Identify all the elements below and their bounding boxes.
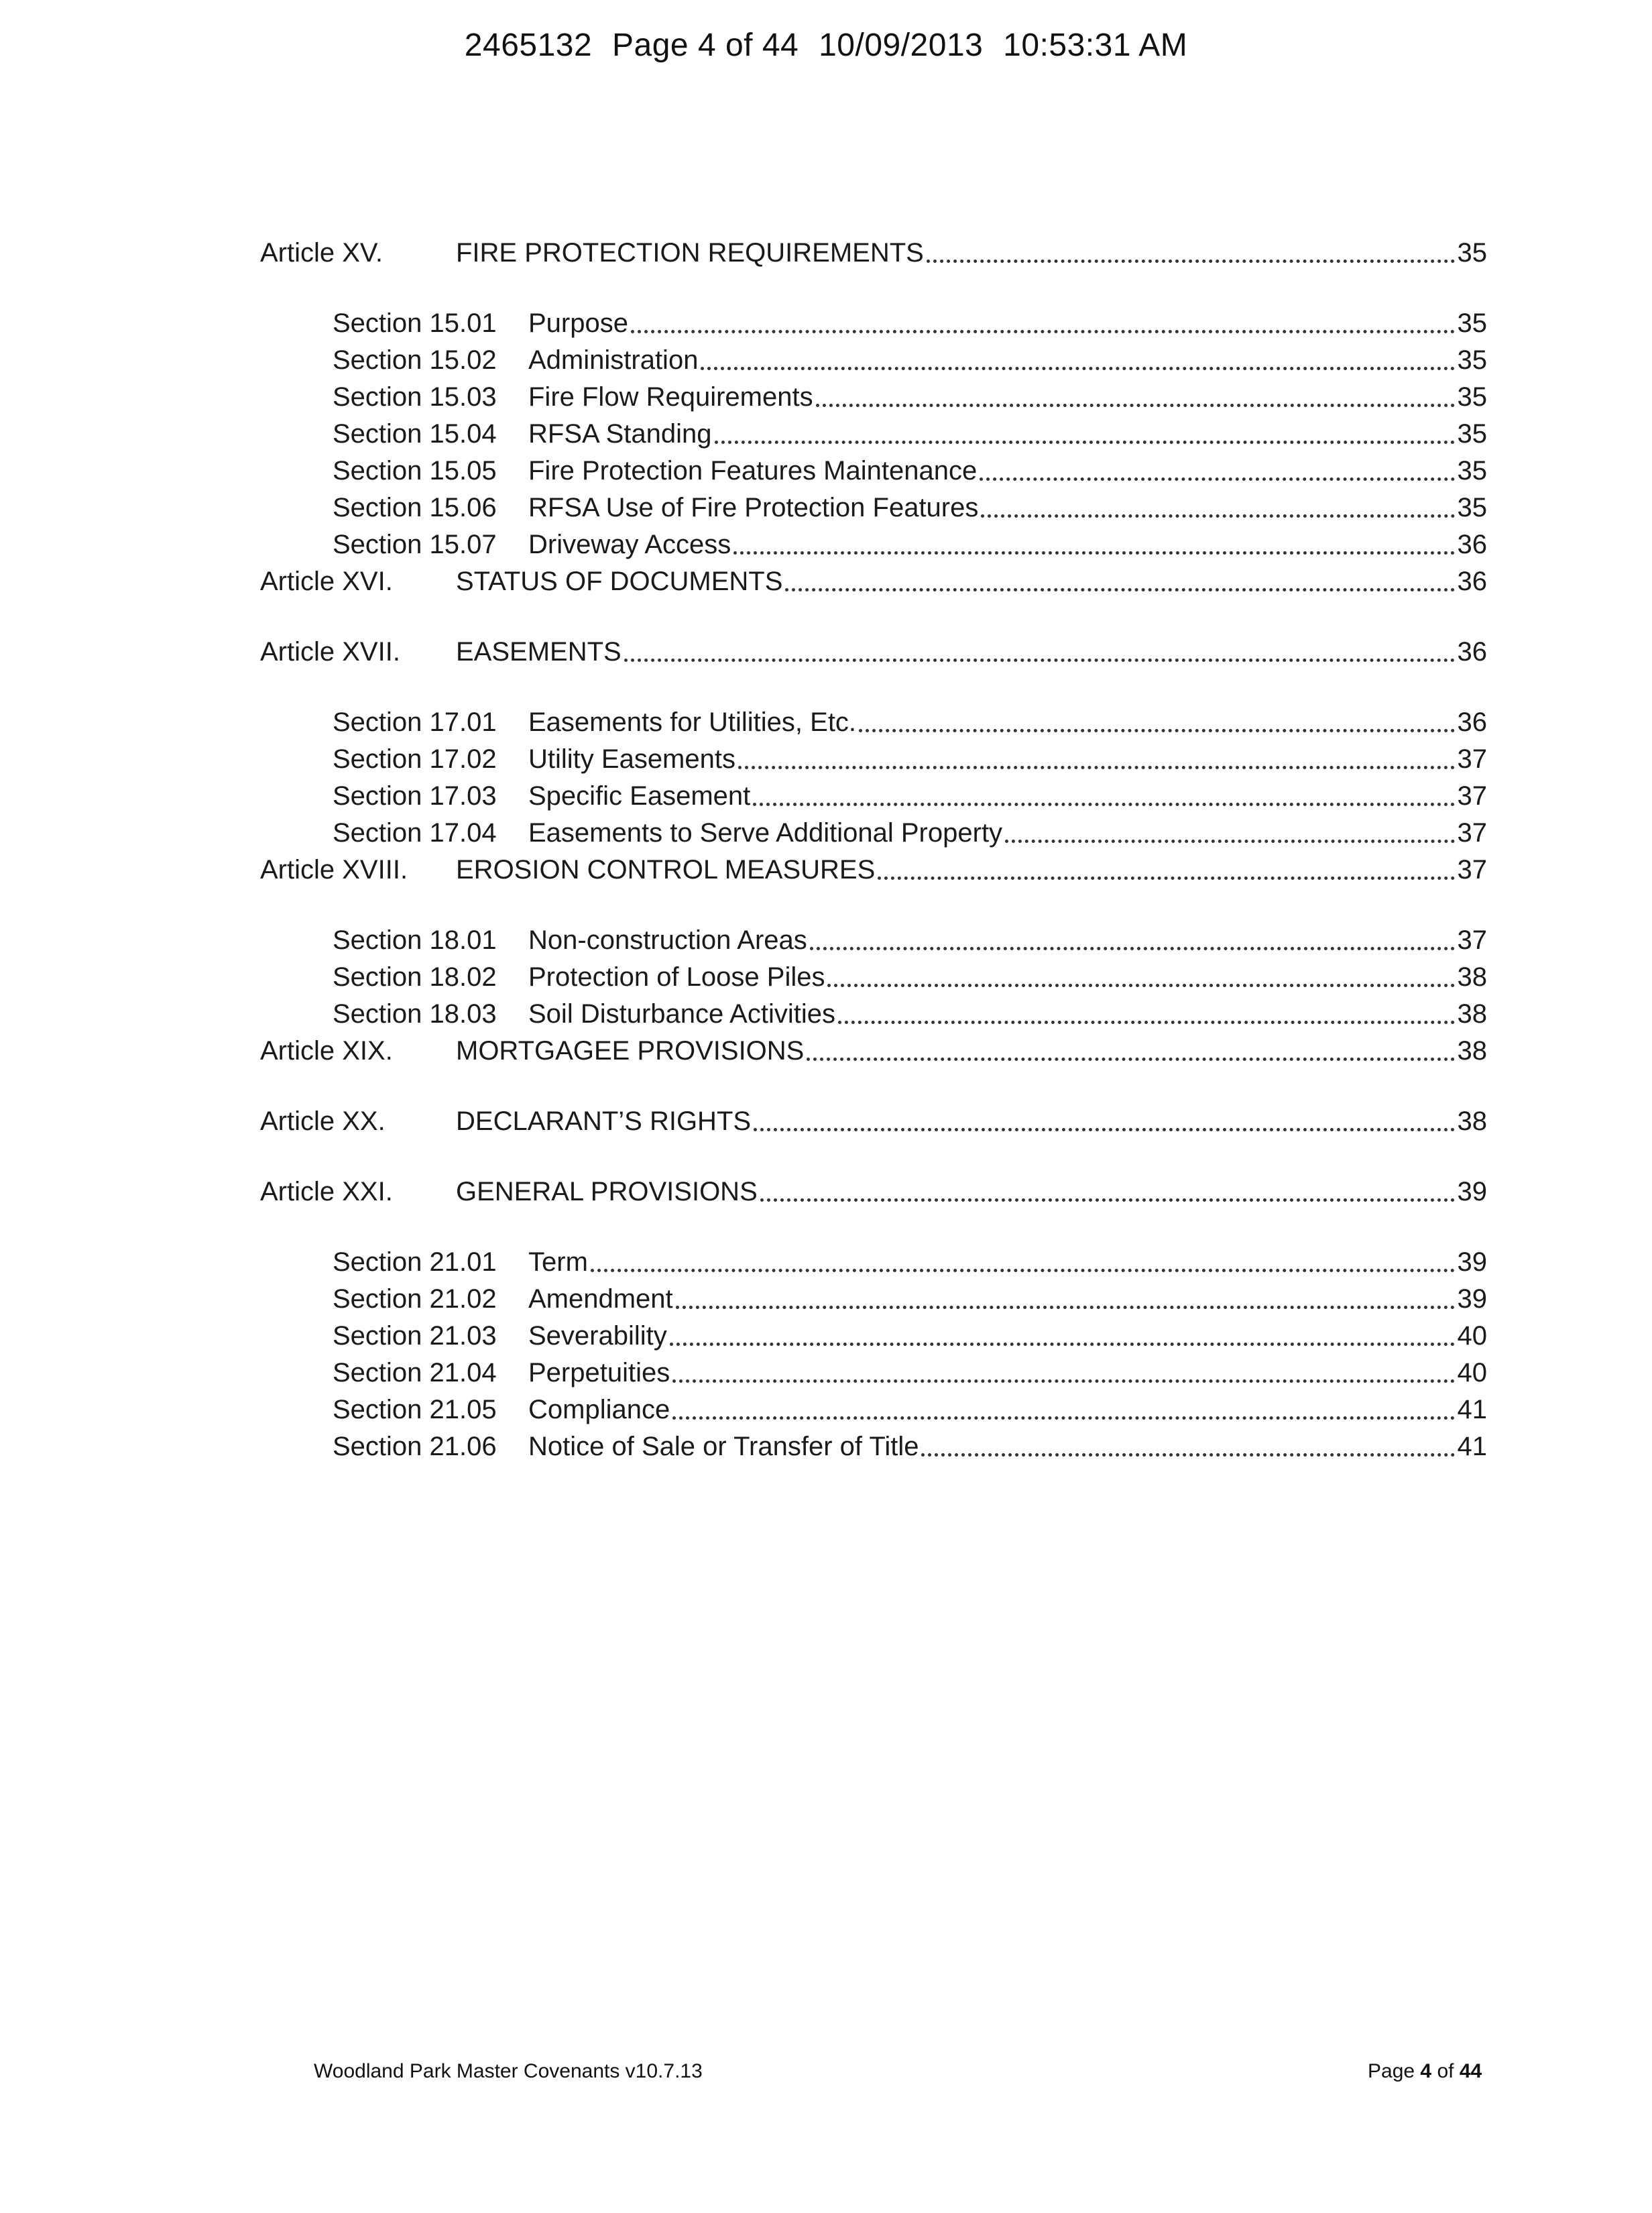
toc-entry-title: Term — [528, 1247, 588, 1277]
toc-dot-leader — [838, 1007, 1455, 1024]
toc-entry-page: 37 — [1457, 781, 1487, 811]
toc-dot-leader — [624, 645, 1455, 662]
toc-entry-page: 35 — [1457, 238, 1487, 268]
toc-entry-page: 35 — [1457, 345, 1487, 375]
toc-entry-title: Amendment — [528, 1284, 673, 1314]
toc-dot-leader — [760, 1185, 1455, 1202]
toc-article-row — [260, 1170, 1487, 1207]
toc-dot-leader — [701, 353, 1454, 370]
toc-dot-leader — [810, 933, 1455, 950]
toc-section-row — [260, 523, 1487, 560]
toc-section-row — [260, 738, 1487, 775]
toc-article-row — [260, 1029, 1487, 1066]
toc-entry-page: 37 — [1457, 855, 1487, 885]
toc-article-row — [260, 231, 1487, 268]
toc-entry-number: Article XXI. — [260, 1177, 393, 1206]
toc-entry-page: 39 — [1457, 1284, 1487, 1314]
stamp-page: Page 4 of 44 — [612, 27, 799, 63]
toc-section-row — [260, 919, 1487, 956]
toc-section-row — [260, 956, 1487, 992]
toc-entry-title: Compliance — [528, 1395, 670, 1424]
toc-entry-title: Utility Easements — [528, 744, 735, 774]
toc-dot-leader — [738, 752, 1455, 769]
toc-entry-page: 41 — [1457, 1432, 1487, 1461]
toc-entry-page: 36 — [1457, 567, 1487, 596]
toc-entry-number: Section 21.03 — [333, 1321, 497, 1351]
toc-section-row — [260, 775, 1487, 811]
toc-entry-page: 36 — [1457, 707, 1487, 737]
toc-article-row — [260, 630, 1487, 667]
toc-entry-title: Easements for Utilities, Etc. — [528, 707, 857, 737]
toc-dot-leader — [878, 863, 1454, 880]
stamp-time: 10:53:31 AM — [1003, 27, 1188, 63]
toc-dot-leader — [672, 1403, 1454, 1420]
toc-entry-number: Article XX. — [260, 1106, 386, 1136]
toc-section-row — [260, 811, 1487, 848]
toc-entry-number: Article XIX. — [260, 1036, 393, 1066]
toc-entry-title: RFSA Use of Fire Protection Features — [528, 493, 979, 522]
toc-entry-number: Section 18.03 — [333, 999, 497, 1029]
toc-section-row — [260, 449, 1487, 486]
toc-entry-title: EROSION CONTROL MEASURES — [456, 855, 876, 885]
toc-entry-number: Section 15.05 — [333, 456, 497, 486]
footer-doc-title: Woodland Park Master Covenants v10.7.13 — [314, 2060, 703, 2082]
toc-entry-title: EASEMENTS — [456, 637, 622, 667]
toc-section-row — [260, 302, 1487, 339]
toc-entry-number: Section 15.01 — [333, 308, 497, 338]
toc-entry-number: Section 15.06 — [333, 493, 497, 522]
toc-entry-number: Section 21.04 — [333, 1358, 497, 1387]
toc-entry-number: Section 18.01 — [333, 925, 497, 955]
toc-entry-title: STATUS OF DOCUMENTS — [456, 567, 783, 596]
toc-entry-number: Section 15.03 — [333, 382, 497, 412]
stamp-date: 10/09/2013 — [819, 27, 984, 63]
toc-dot-leader — [859, 716, 1454, 732]
toc-entry-title: DECLARANT’S RIGHTS — [456, 1106, 752, 1136]
toc-entry-title: Perpetuities — [528, 1358, 670, 1387]
toc-dot-leader — [980, 464, 1454, 481]
toc-dot-leader — [981, 501, 1454, 518]
toc-dot-leader — [670, 1329, 1455, 1346]
toc-section-row — [260, 992, 1487, 1029]
toc-entry-page: 35 — [1457, 456, 1487, 486]
toc-entry-title: Protection of Loose Piles — [528, 962, 825, 992]
toc-section-row — [260, 412, 1487, 449]
toc-entry-page: 37 — [1457, 744, 1487, 774]
toc-section-row — [260, 1425, 1487, 1462]
toc-dot-leader — [1005, 826, 1454, 843]
toc-entry-page: 40 — [1457, 1321, 1487, 1351]
toc-entry-page: 36 — [1457, 530, 1487, 559]
toc-entry-page: 39 — [1457, 1247, 1487, 1277]
table-of-contents — [260, 231, 1487, 1462]
toc-entry-number: Section 15.07 — [333, 530, 497, 559]
toc-entry-title: Non-construction Areas — [528, 925, 807, 955]
toc-section-row — [260, 1278, 1487, 1314]
toc-entry-number: Section 21.01 — [333, 1247, 497, 1277]
toc-entry-title: Fire Protection Features Maintenance — [528, 456, 978, 486]
footer-page-num: 4 — [1420, 2060, 1432, 2082]
toc-entry-number: Article XVII. — [260, 637, 400, 667]
toc-dot-leader — [921, 1440, 1454, 1457]
toc-entry-number: Section 17.01 — [333, 707, 497, 737]
toc-entry-title: GENERAL PROVISIONS — [456, 1177, 758, 1206]
toc-entry-number: Article XVIII. — [260, 855, 408, 885]
toc-entry-title: Severability — [528, 1321, 667, 1351]
toc-article-row — [260, 560, 1487, 597]
toc-entry-page: 38 — [1457, 962, 1487, 992]
doc-id: 2465132 — [464, 27, 593, 63]
toc-dot-leader — [807, 1044, 1454, 1061]
toc-dot-leader — [715, 427, 1455, 444]
toc-entry-number: Section 21.06 — [333, 1432, 497, 1461]
toc-entry-title: Easements to Serve Additional Property — [528, 818, 1003, 848]
toc-section-row — [260, 701, 1487, 738]
toc-entry-page: 41 — [1457, 1395, 1487, 1424]
toc-dot-leader — [785, 575, 1454, 591]
toc-dot-leader — [733, 538, 1454, 555]
toc-section-row — [260, 1314, 1487, 1351]
toc-entry-title: Notice of Sale or Transfer of Title — [528, 1432, 919, 1461]
toc-dot-leader — [753, 789, 1454, 806]
toc-entry-title: FIRE PROTECTION REQUIREMENTS — [456, 238, 924, 268]
toc-entry-page: 38 — [1457, 999, 1487, 1029]
toc-entry-page: 35 — [1457, 308, 1487, 338]
toc-dot-leader — [816, 390, 1455, 407]
toc-entry-title: RFSA Standing — [528, 419, 712, 449]
toc-entry-number: Section 17.04 — [333, 818, 497, 848]
toc-dot-leader — [676, 1292, 1455, 1309]
footer-page-word: Page — [1368, 2060, 1415, 2082]
toc-section-row — [260, 486, 1487, 523]
toc-entry-page: 35 — [1457, 419, 1487, 449]
toc-dot-leader — [827, 970, 1454, 987]
toc-entry-number: Article XV. — [260, 238, 384, 268]
toc-dot-leader — [631, 317, 1455, 333]
toc-section-row — [260, 339, 1487, 376]
toc-dot-leader — [672, 1366, 1454, 1383]
toc-entry-title: Soil Disturbance Activities — [528, 999, 835, 1029]
toc-entry-number: Section 17.03 — [333, 781, 497, 811]
toc-entry-page: 39 — [1457, 1177, 1487, 1206]
toc-dot-leader — [754, 1115, 1454, 1131]
toc-section-row — [260, 1241, 1487, 1278]
toc-entry-number: Article XVI. — [260, 567, 393, 596]
toc-entry-page: 35 — [1457, 493, 1487, 522]
toc-entry-number: Section 17.02 — [333, 744, 497, 774]
toc-entry-page: 37 — [1457, 818, 1487, 848]
toc-entry-title: Driveway Access — [528, 530, 731, 559]
toc-entry-title: Purpose — [528, 308, 628, 338]
toc-entry-number: Section 15.04 — [333, 419, 497, 449]
toc-dot-leader — [591, 1255, 1455, 1272]
toc-entry-number: Section 21.02 — [333, 1284, 497, 1314]
toc-entry-number: Section 18.02 — [333, 962, 497, 992]
toc-entry-number: Section 21.05 — [333, 1395, 497, 1424]
toc-article-row — [260, 848, 1487, 885]
toc-entry-title: Fire Flow Requirements — [528, 382, 813, 412]
toc-entry-page: 38 — [1457, 1106, 1487, 1136]
toc-section-row — [260, 376, 1487, 412]
toc-section-row — [260, 1388, 1487, 1425]
toc-article-row — [260, 1100, 1487, 1137]
footer-of-word: of — [1437, 2060, 1454, 2082]
footer-page-number — [1368, 2060, 1482, 2083]
toc-entry-title: MORTGAGEE PROVISIONS — [456, 1036, 805, 1066]
toc-entry-title: Specific Easement — [528, 781, 751, 811]
header-stamp — [0, 27, 1652, 64]
toc-entry-page: 36 — [1457, 637, 1487, 667]
toc-entry-page: 35 — [1457, 382, 1487, 412]
toc-section-row — [260, 1351, 1487, 1388]
toc-entry-number: Section 15.02 — [333, 345, 497, 375]
toc-entry-title: Administration — [528, 345, 699, 375]
toc-entry-page: 38 — [1457, 1036, 1487, 1066]
footer-page-total: 44 — [1459, 2060, 1482, 2082]
toc-entry-page: 40 — [1457, 1358, 1487, 1387]
toc-entry-page: 37 — [1457, 925, 1487, 955]
toc-dot-leader — [927, 246, 1455, 263]
